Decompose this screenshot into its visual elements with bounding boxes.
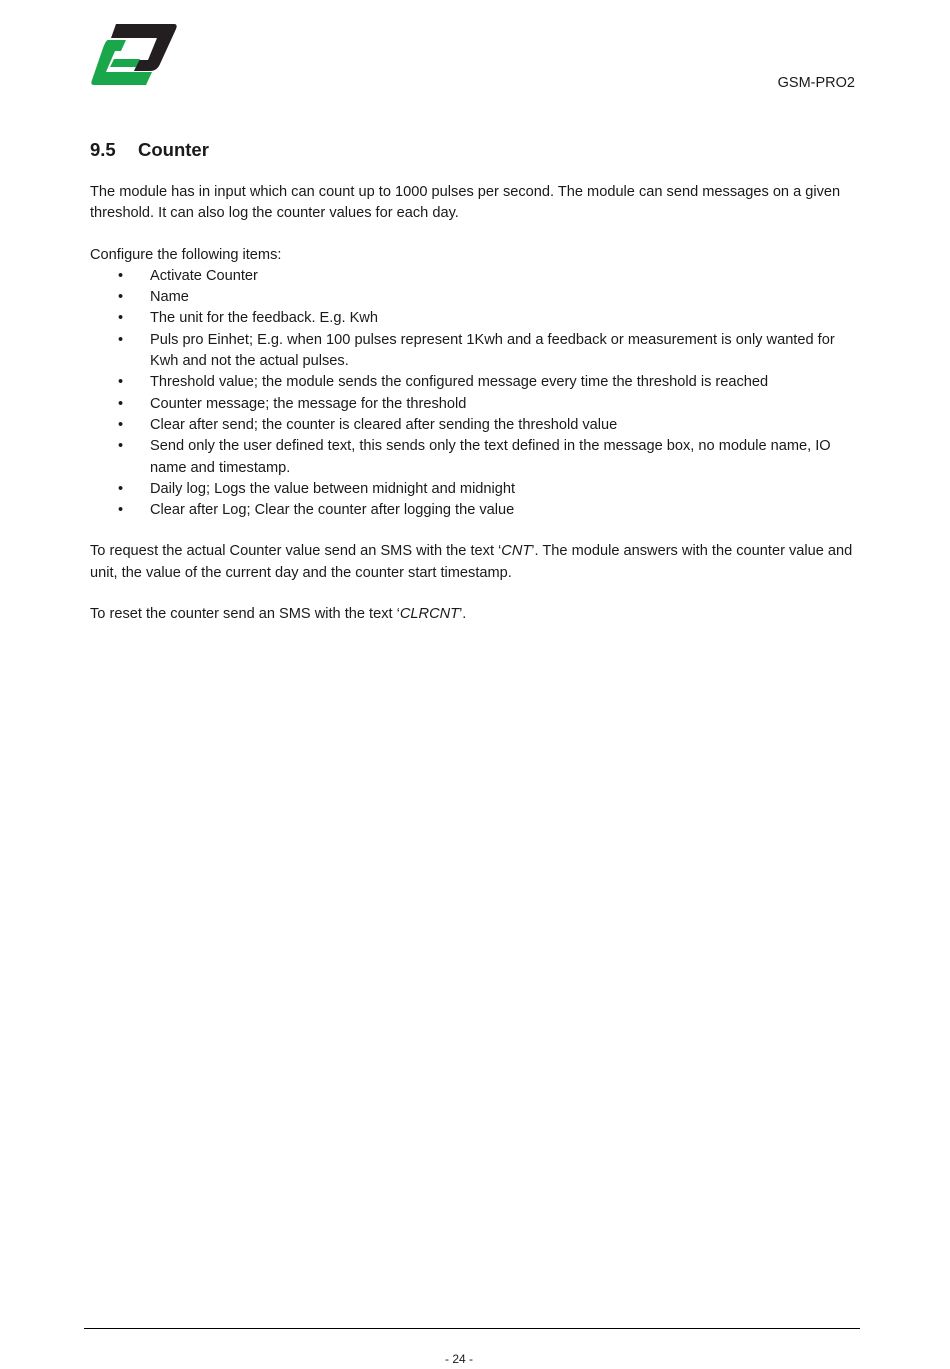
bullet-icon: • bbox=[118, 416, 124, 433]
section-number: 9.5 bbox=[90, 139, 116, 160]
bullet-icon: • bbox=[118, 395, 124, 412]
bullet-icon: • bbox=[118, 480, 124, 497]
list-item: • Name bbox=[90, 287, 860, 308]
bullet-icon: • bbox=[118, 267, 124, 284]
intro-paragraph: The module has in input which can count up to 1000 pulses per second. The module can send messages on a given threshold. It can also log the counter values for each day. bbox=[90, 184, 841, 222]
bullet-icon: • bbox=[118, 374, 124, 391]
bullet-icon: • bbox=[118, 438, 124, 455]
section-content bbox=[90, 182, 860, 645]
page-number: - 24 - bbox=[444, 1352, 473, 1366]
bullet-icon: • bbox=[118, 310, 124, 327]
config-intro: Configure the following items: bbox=[90, 246, 282, 263]
list-item: • Clear after Log; Clear the counter after logging the value bbox=[90, 500, 860, 521]
list-item: • Send only the user defined text, this sends only the text defined in the message box, no module name, IO name and timestamp. bbox=[118, 438, 831, 476]
bullet-icon: • bbox=[118, 502, 124, 519]
bullet-icon: • bbox=[118, 331, 124, 348]
list-item: • Clear after send; the counter is cleared after sending the threshold value bbox=[90, 415, 860, 436]
cnt-command: CNT bbox=[501, 543, 532, 560]
request-paragraph: To request the actual Counter value send an SMS with the text ‘CNT’. The module answers with the counter value and unit, the value of the current day and the counter start timestamp. bbox=[90, 543, 853, 581]
reset-paragraph: To reset the counter send an SMS with the text ‘CLRCNT’. bbox=[90, 606, 467, 623]
list-item: • Threshold value; the module sends the configured message every time the threshold is reached bbox=[90, 372, 860, 393]
list-item: • Counter message; the message for the threshold bbox=[90, 394, 860, 415]
list-item: • Puls pro Einhet; E.g. when 100 pulses represent 1Kwh and a feedback or measurement is only wanted for Kwh and not the actual pulses. bbox=[118, 331, 835, 370]
footer-divider bbox=[84, 1328, 860, 1329]
document-code: GSM-PRO2 bbox=[777, 75, 855, 91]
list-item: • Daily log; Logs the value between midnight and midnight bbox=[90, 479, 860, 500]
bullet-icon: • bbox=[118, 289, 124, 306]
list-item: • The unit for the feedback. E.g. Kwh bbox=[90, 308, 860, 329]
company-logo bbox=[90, 22, 178, 88]
section-title: Counter bbox=[138, 139, 209, 160]
config-items-list bbox=[90, 266, 860, 522]
logo-green-bar bbox=[110, 59, 140, 67]
list-item: • Activate Counter bbox=[90, 266, 860, 287]
section-heading bbox=[90, 139, 209, 161]
clrcnt-command: CLRCNT bbox=[399, 606, 460, 623]
